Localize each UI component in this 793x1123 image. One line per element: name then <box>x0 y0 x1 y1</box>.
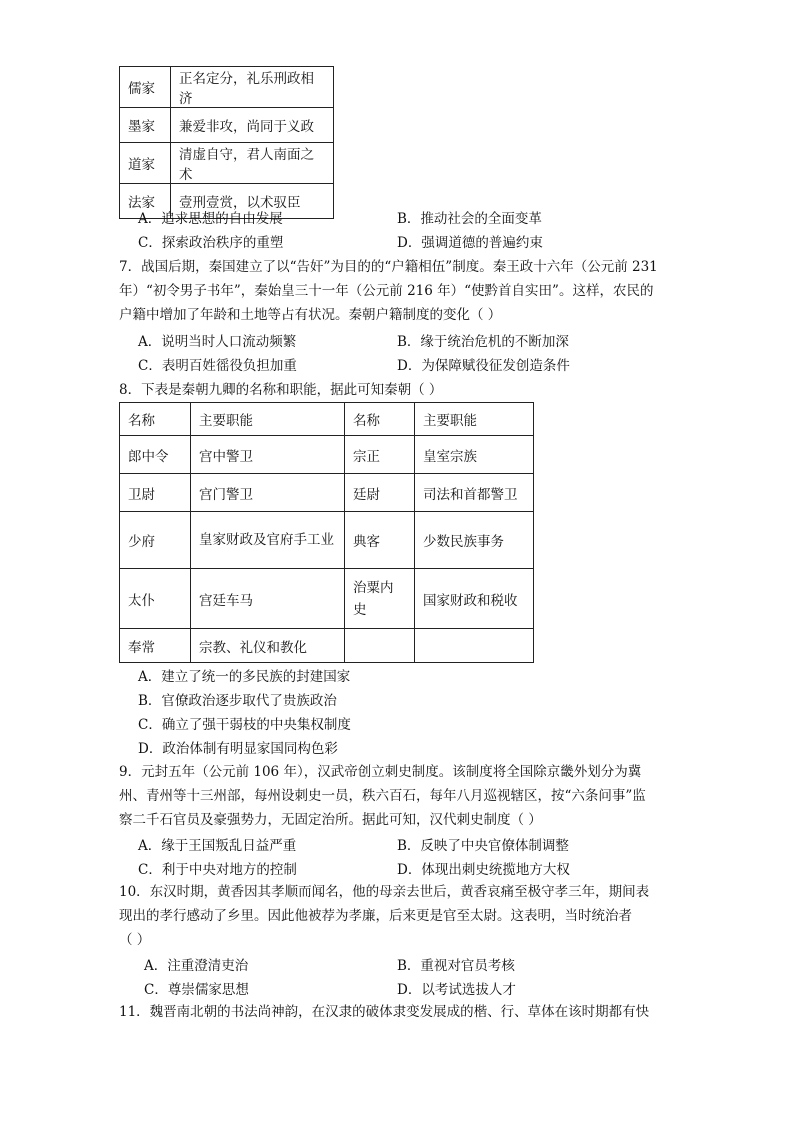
q10-option-a[interactable]: A．注重澄清吏治 <box>144 958 249 974</box>
q9-option-d[interactable]: D．体现出刺史统揽地方大权 <box>397 862 570 878</box>
q8-stem: 8．下表是秦朝九卿的名称和职能，据此可知秦朝（ ） <box>119 382 443 398</box>
table-header-cell: 名称 <box>345 403 415 436</box>
q8-option-d[interactable]: D．政治体制有明显家国同构色彩 <box>138 741 338 757</box>
q9-stem-line: 察二千石官员及豪强势力，无固定治所。据此可知，汉代刺史制度（ ） <box>119 812 542 828</box>
q9-stem-line: 州、青州等十三州部，每州设刺史一员，秩六百石，每年八月巡视辖区，按“六条问事”监 <box>119 788 646 804</box>
table-cell: 壹刑壹赏，以术驭臣 <box>171 184 334 219</box>
table-cell: 宗正 <box>345 436 415 474</box>
table-header-cell: 主要职能 <box>415 403 534 436</box>
q9-option-c[interactable]: C．利于中央对地方的控制 <box>138 862 297 878</box>
table-header-cell: 名称 <box>120 403 191 436</box>
q7-option-c[interactable]: C．表明百姓徭役负担加重 <box>138 358 297 374</box>
table-cell: 兼爱非攻，尚同于义政 <box>171 108 334 143</box>
q10-stem-line: （ ） <box>119 932 151 948</box>
q6-option-c[interactable]: C．探索政治秩序的重塑 <box>138 235 284 251</box>
q8-option-c[interactable]: C．确立了强干弱枝的中央集权制度 <box>138 717 351 733</box>
table-cell: 清虚自守，君人南面之术 <box>171 143 334 184</box>
table-cell: 儒家 <box>120 67 171 108</box>
table-cell: 卫尉 <box>120 474 191 512</box>
table-cell: 正名定分，礼乐刑政相济 <box>171 67 334 108</box>
table-cell: 治粟内史 <box>345 569 415 629</box>
table-cell: 少府 <box>120 512 191 569</box>
q7-option-b[interactable]: B．缘于统治危机的不断加深 <box>397 334 569 350</box>
q9-option-b[interactable]: B．反映了中央官僚体制调整 <box>397 838 569 854</box>
table-cell: 道家 <box>120 143 171 184</box>
q10-option-b[interactable]: B．重视对官员考核 <box>397 958 515 974</box>
table-header-cell: 主要职能 <box>191 403 345 436</box>
q9-stem-line: 9．元封五年（公元前 106 年），汉武帝创立刺史制度。该制度将全国除京畿外划分为冀 <box>119 764 642 780</box>
q10-option-d[interactable]: D．以考试选拔人才 <box>397 982 516 998</box>
table-cell: 廷尉 <box>345 474 415 512</box>
q7-stem-line: 年）“初令男子书年”，秦始皇三十一年（公元前 216 年）“使黔首自实田”。这样，农民的 <box>119 283 654 299</box>
q7-stem-line: 户籍中增加了年龄和土地等占有状况。秦朝户籍制度的变化（ ） <box>119 307 502 323</box>
q6-option-b[interactable]: B．推动社会的全面变革 <box>397 211 542 227</box>
q8-option-a[interactable]: A．建立了统一的多民族的封建国家 <box>138 669 351 685</box>
table-cell: 司法和首都警卫 <box>415 474 534 512</box>
table-cell: 墨家 <box>120 108 171 143</box>
q6-option-a[interactable]: A．追求思想的自由发展 <box>138 211 283 227</box>
q10-option-c[interactable]: C．尊崇儒家思想 <box>144 982 249 998</box>
table-cell: 皇室宗族 <box>415 436 534 474</box>
q7-stem-line: 7．战国后期，秦国建立了以“告奸”为目的的“户籍相伍”制度。秦王政十六年（公元前 231 <box>119 259 658 275</box>
table-cell: 太仆 <box>120 569 191 629</box>
table-cell: 少数民族事务 <box>415 512 534 569</box>
table-cell: 宫门警卫 <box>191 474 345 512</box>
q7-option-a[interactable]: A．说明当时人口流动频繁 <box>138 334 297 350</box>
q10-stem-line: 现出的孝行感动了乡里。因此他被荐为孝廉，后来更是官至太尉。这表明，当时统治者 <box>119 908 632 924</box>
q6-option-d[interactable]: D．强调道德的普遍约束 <box>397 235 543 251</box>
table-cell: 宫廷车马 <box>191 569 345 629</box>
q8-option-b[interactable]: B．官僚政治逐步取代了贵族政治 <box>138 693 337 709</box>
table-cell: 奉常 <box>120 629 191 663</box>
q11-stem-line: 11．魏晋南北朝的书法尚神韵，在汉隶的破体隶变发展成的楷、行、草体在该时期都有快 <box>119 1004 650 1020</box>
table-cell: 宫中警卫 <box>191 436 345 474</box>
table-cell: 法家 <box>120 184 171 219</box>
table-cell: 郎中令 <box>120 436 191 474</box>
schools-table <box>119 66 334 219</box>
q7-option-d[interactable]: D．为保障赋役征发创造条件 <box>397 358 570 374</box>
table-cell: 皇家财政及官府手工业 <box>191 512 345 569</box>
table-cell: 典客 <box>345 512 415 569</box>
table-cell: 国家财政和税收 <box>415 569 534 629</box>
q9-option-a[interactable]: A．缘于王国叛乱日益严重 <box>138 838 297 854</box>
nine-ministers-table <box>119 402 534 663</box>
q10-stem-line: 10．东汉时期，黄香因其孝顺而闻名，他的母亲去世后，黄香哀痛至极守孝三年，期间表 <box>119 884 650 900</box>
table-cell <box>345 629 415 663</box>
table-cell: 宗教、礼仪和教化 <box>191 629 345 663</box>
table-cell <box>415 629 534 663</box>
